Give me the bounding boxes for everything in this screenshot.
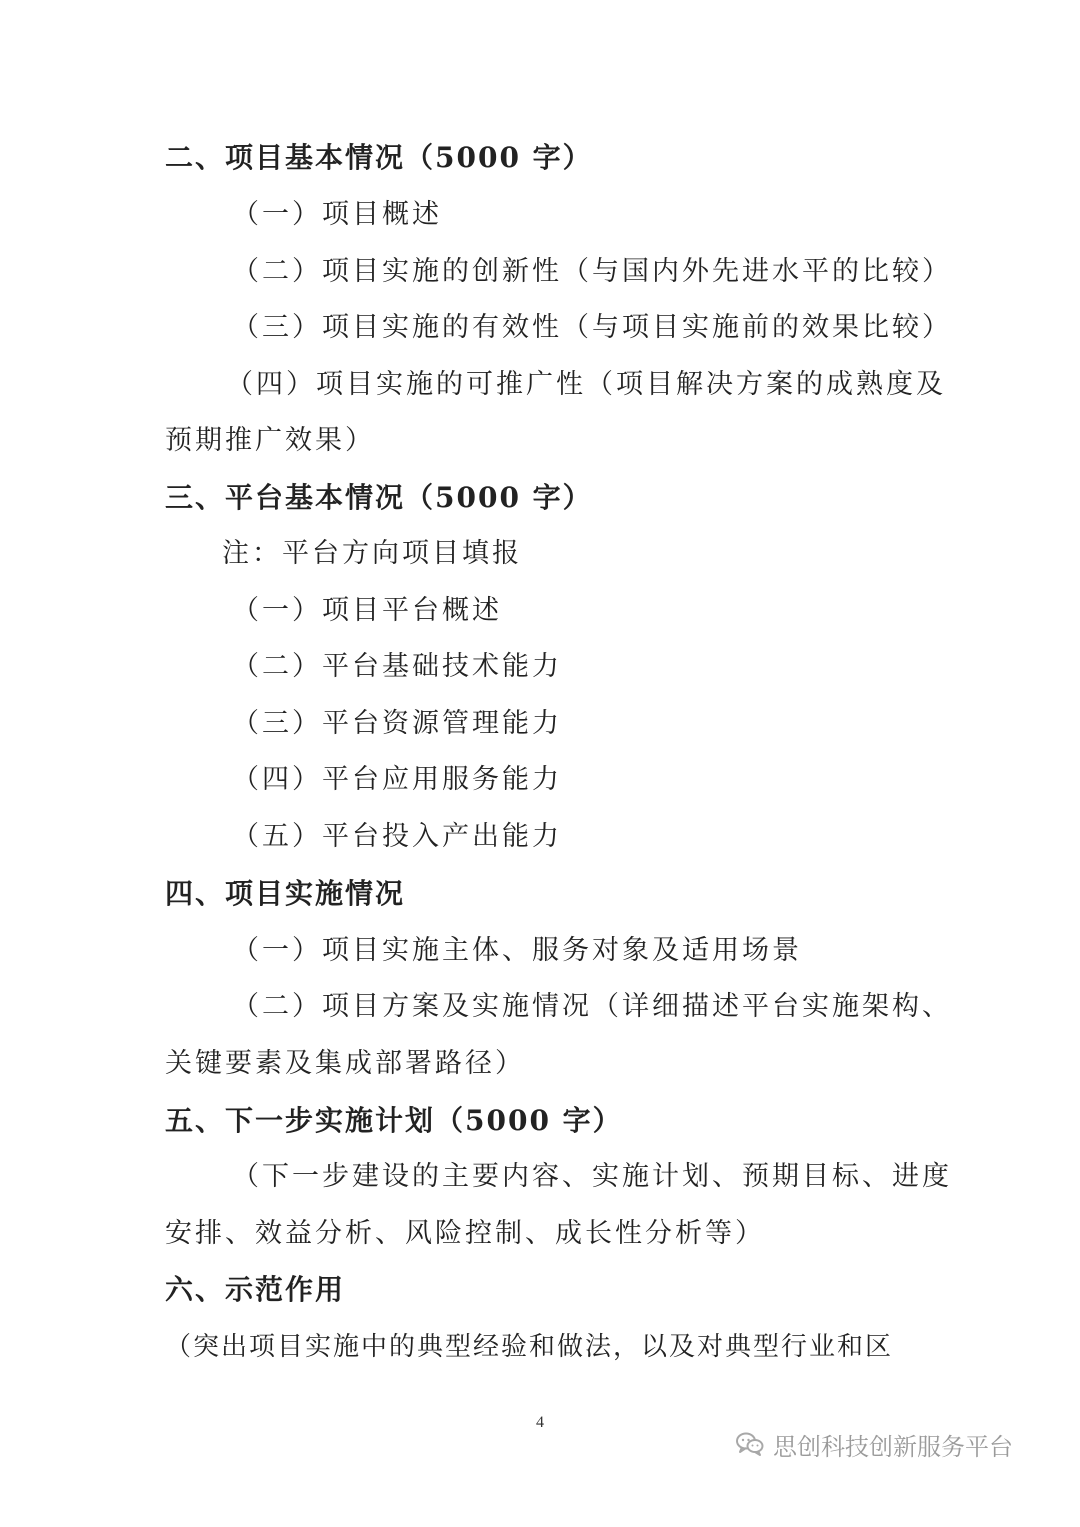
text-line: （三）项目实施的有效性（与项目实施前的效果比较） [232,312,952,343]
text-line: （五）平台投入产出能力 [232,821,562,852]
text-line: （二）项目实施的创新性（与国内外先进水平的比较） [232,256,952,287]
section-heading-next-plan: 五、下一步实施计划（5000 字） [165,1104,623,1137]
watermark-text: 思创科技创新服务平台 [773,1432,1013,1461]
wechat-icon [735,1431,765,1457]
text-line: （一）项目实施主体、服务对象及适用场景 [232,935,802,966]
section-heading-project-basic: 二、项目基本情况（5000 字） [165,141,593,174]
text-line: （一）项目概述 [232,199,442,230]
text-line: （三）平台资源管理能力 [232,708,562,739]
text-line: （二）项目方案及实施情况（详细描述平台实施架构、 [232,991,952,1022]
text-line: （一）项目平台概述 [232,595,502,626]
page-number: 4 [536,1414,544,1431]
text-line: （四）平台应用服务能力 [232,764,562,795]
section-heading-project-implementation: 四、项目实施情况 [165,877,406,910]
note-line: 注：平台方向项目填报 [222,538,522,569]
text-line: （二）平台基础技术能力 [232,651,562,682]
watermark [735,1424,1055,1464]
section-heading-demonstration: 六、示范作用 [165,1273,346,1306]
text-line: （突出项目实施中的典型经验和做法，以及对典型行业和区 [165,1332,894,1362]
text-line: 安排、效益分析、风险控制、成长性分析等） [165,1218,765,1249]
text-line: （下一步建设的主要内容、实施计划、预期目标、进度 [232,1161,952,1192]
section-heading-platform-basic: 三、平台基本情况（5000 字） [165,481,593,514]
text-line: （四）项目实施的可推广性（项目解决方案的成熟度及 [226,369,946,400]
text-line: 关键要素及集成部署路径） [165,1048,525,1079]
text-line: 预期推广效果） [165,425,375,456]
